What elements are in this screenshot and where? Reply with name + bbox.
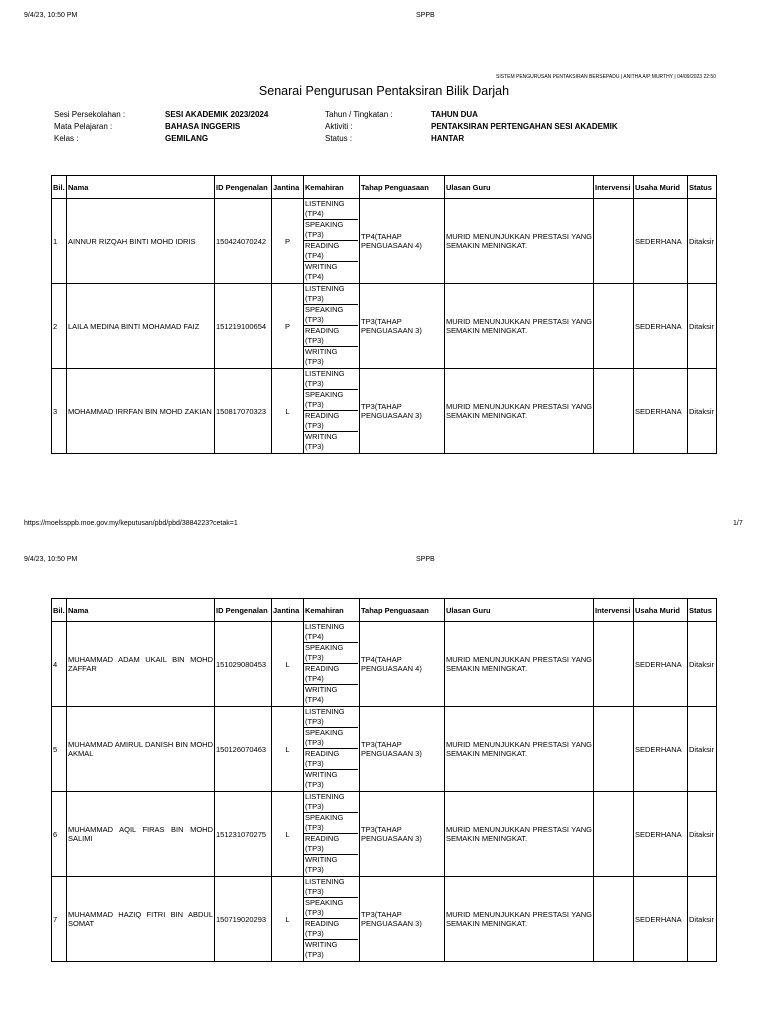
row-jantina: P (272, 284, 304, 369)
col-jantina: Jantina (272, 176, 304, 199)
skill-reading: READING (TP4) (304, 241, 358, 262)
row-ulasan: MURID MENUNJUKKAN PRESTASI YANG SEMAKIN MENINGKAT. (445, 622, 594, 707)
kelas-label: Kelas : (54, 134, 79, 143)
row-usaha: SEDERHANA (634, 199, 688, 284)
skill-writing: WRITING (TP4) (305, 685, 338, 704)
row-status: Ditaksir (688, 707, 717, 792)
row-tahap: TP3(TAHAP PENGUASAAN 3) (360, 284, 445, 369)
row-kemahiran (304, 622, 360, 707)
skill-listening: LISTENING (TP3) (304, 284, 358, 305)
info-labels-right (325, 109, 393, 145)
skill-listening: LISTENING (TP3) (304, 792, 358, 813)
row-status: Ditaksir (688, 284, 717, 369)
info-values-right (431, 109, 618, 145)
row-kemahiran (304, 877, 360, 962)
row-nama: MOHAMMAD IRRFAN BIN MOHD ZAKIAN (67, 369, 215, 454)
row-jantina: L (272, 707, 304, 792)
row-ulasan: MURID MENUNJUKKAN PRESTASI YANG SEMAKIN MENINGKAT. (445, 284, 594, 369)
status-value: HANTAR (431, 134, 465, 143)
row-bil: 1 (52, 199, 67, 284)
row-jantina: L (272, 369, 304, 454)
row-bil: 4 (52, 622, 67, 707)
row-nama: MUHAMMAD AQIL FIRAS BIN MOHD SALIMI (67, 792, 215, 877)
table-row (52, 284, 717, 369)
row-ulasan: MURID MENUNJUKKAN PRESTASI YANG SEMAKIN MENINGKAT. (445, 199, 594, 284)
skill-speaking: SPEAKING (TP3) (304, 305, 358, 326)
skill-writing: WRITING (TP3) (305, 940, 338, 959)
row-kemahiran (304, 284, 360, 369)
row-nama: MUHAMMAD ADAM UKAIL BIN MOHD ZAFFAR (67, 622, 215, 707)
col-intervensi: Intervensi (594, 599, 634, 622)
aktiviti-value: PENTAKSIRAN PERTENGAHAN SESI AKADEMIK (431, 122, 618, 131)
skill-reading: READING (TP4) (304, 664, 358, 685)
info-labels-left (54, 109, 125, 145)
table-row (52, 707, 717, 792)
row-intervensi (594, 877, 634, 962)
table-row (52, 622, 717, 707)
system-line: SISTEM PENGURUSAN PENTAKSIRAN BERSEPADU | ANITHA A/P MURTHY | 04/09/2023 22:50 (496, 74, 716, 80)
row-id: 151231070275 (215, 792, 272, 877)
skill-listening: LISTENING (TP3) (304, 707, 358, 728)
col-id: ID Pengenalan (215, 176, 272, 199)
row-id: 151219100654 (215, 284, 272, 369)
skill-writing: WRITING (TP4) (305, 262, 338, 281)
row-tahap: TP3(TAHAP PENGUASAAN 3) (360, 877, 445, 962)
print-datetime: 9/4/23, 10:50 PM (24, 556, 78, 563)
skill-writing: WRITING (TP3) (305, 855, 338, 874)
footer-url: https://moelssppb.moe.gov.my/keputusan/pbd/pbd/3884223?cetak=1 (24, 520, 238, 527)
table-row (52, 792, 717, 877)
row-tahap: TP3(TAHAP PENGUASAAN 3) (360, 792, 445, 877)
assessment-table-page2 (51, 598, 717, 962)
row-kemahiran (304, 792, 360, 877)
table-row (52, 369, 717, 454)
sesi-label: Sesi Persekolahan : (54, 110, 126, 119)
row-bil: 2 (52, 284, 67, 369)
row-jantina: L (272, 877, 304, 962)
skill-writing: WRITING (TP3) (305, 432, 338, 451)
row-status: Ditaksir (688, 622, 717, 707)
col-kemahiran: Kemahiran (304, 176, 360, 199)
skill-writing: WRITING (TP3) (305, 770, 338, 789)
row-usaha: SEDERHANA (634, 284, 688, 369)
col-intervensi: Intervensi (594, 176, 634, 199)
print-app-name: SPPB (416, 12, 435, 19)
col-nama: Nama (67, 599, 215, 622)
row-intervensi (594, 369, 634, 454)
row-usaha: SEDERHANA (634, 369, 688, 454)
col-kemahiran: Kemahiran (304, 599, 360, 622)
row-intervensi (594, 284, 634, 369)
row-tahap: TP3(TAHAP PENGUASAAN 3) (360, 707, 445, 792)
page-title: Senarai Pengurusan Pentaksiran Bilik Darjah (258, 84, 510, 98)
col-tahap: Tahap Penguasaan (360, 176, 445, 199)
skill-speaking: SPEAKING (TP3) (304, 390, 358, 411)
skill-writing: WRITING (TP3) (305, 347, 338, 366)
skill-listening: LISTENING (TP3) (304, 877, 358, 898)
skill-speaking: SPEAKING (TP3) (304, 898, 358, 919)
col-usaha: Usaha Murid (634, 176, 688, 199)
sesi-value: SESI AKADEMIK 2023/2024 (165, 110, 269, 119)
skill-speaking: SPEAKING (TP3) (304, 728, 358, 749)
row-kemahiran (304, 369, 360, 454)
row-status: Ditaksir (688, 369, 717, 454)
table-row (52, 877, 717, 962)
row-bil: 6 (52, 792, 67, 877)
row-nama: AINNUR RIZQAH BINTI MOHD IDRIS (67, 199, 215, 284)
footer-page-number: 1/7 (733, 520, 743, 527)
row-intervensi (594, 707, 634, 792)
skill-speaking: SPEAKING (TP3) (304, 220, 358, 241)
row-nama: MUHAMMAD AMIRUL DANISH BIN MOHD AKMAL (67, 707, 215, 792)
skill-reading: READING (TP3) (304, 834, 358, 855)
col-id: ID Pengenalan (215, 599, 272, 622)
assessment-table-page1 (51, 175, 717, 454)
skill-reading: READING (TP3) (304, 749, 358, 770)
row-status: Ditaksir (688, 792, 717, 877)
skill-listening: LISTENING (TP4) (304, 622, 358, 643)
col-bil: Bil. (52, 599, 67, 622)
row-tahap: TP4(TAHAP PENGUASAAN 4) (360, 622, 445, 707)
row-usaha: SEDERHANA (634, 622, 688, 707)
skill-listening: LISTENING (TP4) (304, 199, 358, 220)
skill-reading: READING (TP3) (304, 411, 358, 432)
row-bil: 7 (52, 877, 67, 962)
row-id: 150817070323 (215, 369, 272, 454)
row-intervensi (594, 622, 634, 707)
row-tahap: TP4(TAHAP PENGUASAAN 4) (360, 199, 445, 284)
row-usaha: SEDERHANA (634, 707, 688, 792)
row-intervensi (594, 199, 634, 284)
mata-label: Mata Pelajaran : (54, 122, 113, 131)
row-kemahiran (304, 199, 360, 284)
tahun-label: Tahun / Tingkatan : (325, 110, 393, 119)
row-jantina: L (272, 622, 304, 707)
col-jantina: Jantina (272, 599, 304, 622)
row-id: 150719020293 (215, 877, 272, 962)
row-status: Ditaksir (688, 199, 717, 284)
mata-value: BAHASA INGGERIS (165, 122, 241, 131)
table-header-row (52, 599, 717, 622)
table-header-row (52, 176, 717, 199)
skill-reading: READING (TP3) (304, 919, 358, 940)
row-ulasan: MURID MENUNJUKKAN PRESTASI YANG SEMAKIN MENINGKAT. (445, 792, 594, 877)
row-status: Ditaksir (688, 877, 717, 962)
skill-listening: LISTENING (TP3) (304, 369, 358, 390)
row-ulasan: MURID MENUNJUKKAN PRESTASI YANG SEMAKIN MENINGKAT. (445, 707, 594, 792)
col-bil: Bil. (52, 176, 67, 199)
skill-speaking: SPEAKING (TP3) (304, 643, 358, 664)
col-ulasan: Ulasan Guru (445, 176, 594, 199)
row-usaha: SEDERHANA (634, 877, 688, 962)
row-kemahiran (304, 707, 360, 792)
row-ulasan: MURID MENUNJUKKAN PRESTASI YANG SEMAKIN MENINGKAT. (445, 369, 594, 454)
info-values-left (165, 109, 268, 145)
col-tahap: Tahap Penguasaan (360, 599, 445, 622)
row-bil: 5 (52, 707, 67, 792)
row-id: 150126070463 (215, 707, 272, 792)
print-datetime: 9/4/23, 10:50 PM (24, 12, 78, 19)
col-nama: Nama (67, 176, 215, 199)
row-jantina: P (272, 199, 304, 284)
row-tahap: TP3(TAHAP PENGUASAAN 3) (360, 369, 445, 454)
aktiviti-label: Aktiviti : (325, 122, 353, 131)
row-nama: LAILA MEDINA BINTI MOHAMAD FAIZ (67, 284, 215, 369)
col-ulasan: Ulasan Guru (445, 599, 594, 622)
table-row (52, 199, 717, 284)
col-status: Status (688, 176, 717, 199)
row-usaha: SEDERHANA (634, 792, 688, 877)
row-id: 151029080453 (215, 622, 272, 707)
col-status: Status (688, 599, 717, 622)
status-label: Status : (325, 134, 353, 143)
col-usaha: Usaha Murid (634, 599, 688, 622)
row-intervensi (594, 792, 634, 877)
row-bil: 3 (52, 369, 67, 454)
row-jantina: L (272, 792, 304, 877)
print-app-name: SPPB (416, 556, 435, 563)
row-id: 150424070242 (215, 199, 272, 284)
row-ulasan: MURID MENUNJUKKAN PRESTASI YANG SEMAKIN MENINGKAT. (445, 877, 594, 962)
row-nama: MUHAMMAD HAZIQ FITRI BIN ABDUL SOMAT (67, 877, 215, 962)
tahun-value: TAHUN DUA (431, 110, 478, 119)
kelas-value: GEMILANG (165, 134, 209, 143)
skill-speaking: SPEAKING (TP3) (304, 813, 358, 834)
skill-reading: READING (TP3) (304, 326, 358, 347)
